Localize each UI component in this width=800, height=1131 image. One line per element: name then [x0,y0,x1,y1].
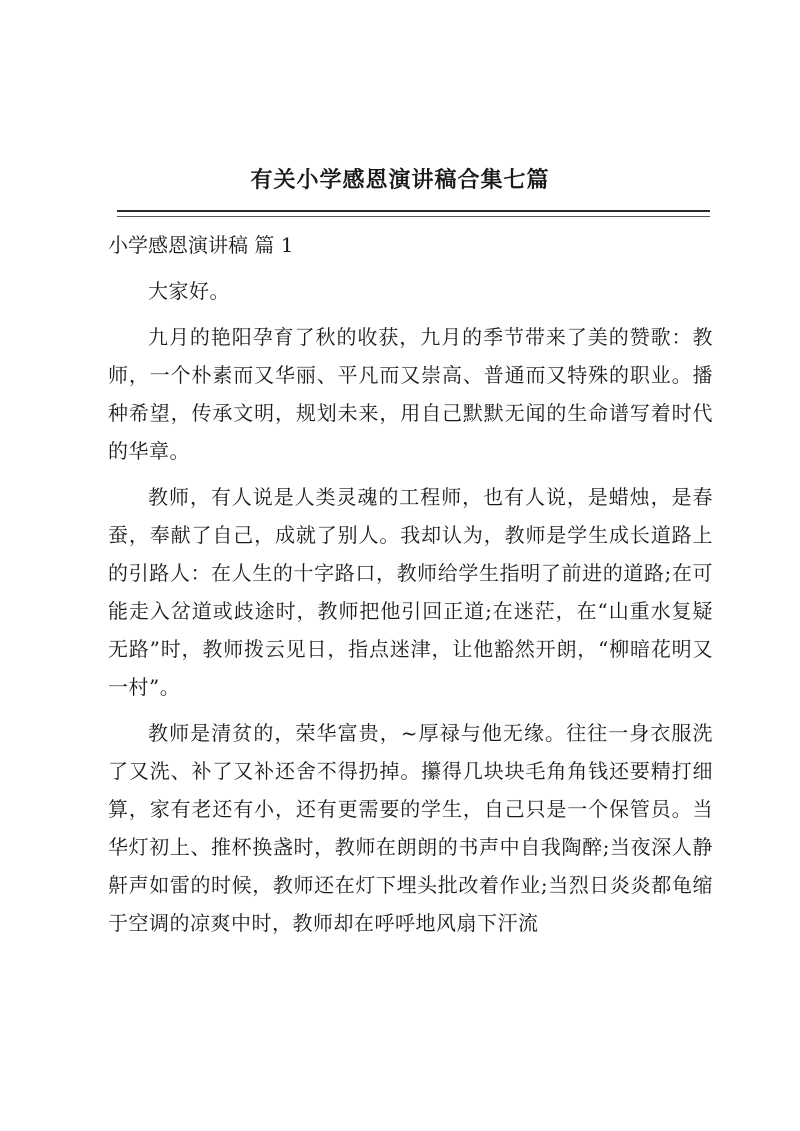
title-divider-thin [117,216,710,217]
paragraph-teacher-guide: 教师，有人说是人类灵魂的工程师，也有人说，是蜡烛，是春蚕，奉献了自己，成就了别人。我却认为，教师是学生成长道路上的引路人：在人生的十字路口，教师给学生指明了前进的道路;在可能走入岔道或歧途时，教师把他引回正道;在迷茫，在“山重水复疑无路”时，教师拨云见日，指点迷津，让他豁然开朗，“柳暗花明又一村”。 [108,485,713,699]
paragraph-teacher-humble: 教师是清贫的，荣华富贵，~厚禄与他无缘。往往一身衣服洗了又洗、补了又补还舍不得扔掉。攥得几块块毛角角钱还要精打细算，家有老还有小，还有更需要的学生，自己只是一个保管员。当华灯初上、推杯换盏时，教师在朗朗的书声中自我陶醉;当夜深人静鼾声如雷的时候，教师还在灯下埋头批改着作业;当烈日炎炎都龟缩于空调的凉爽中时，教师却在呼呼地风扇下汗流 [108,721,713,935]
document-body [108,226,713,950]
paragraph-greeting: 大家好。 [148,279,230,303]
document-title: 有关小学感恩演讲稿合集七篇 [250,167,550,193]
paragraph-september: 九月的艳阳孕育了秋的收获，九月的季节带来了美的赞歌：教师，一个朴素而又华丽、平凡而又崇高、普通而又特殊的职业。播种希望，传承文明，规划未来，用自己默默无闻的生命谱写着时代的华章。 [108,325,713,463]
section-heading: 小学感恩演讲稿 篇 1 [108,233,294,257]
title-divider-thick [117,210,710,212]
